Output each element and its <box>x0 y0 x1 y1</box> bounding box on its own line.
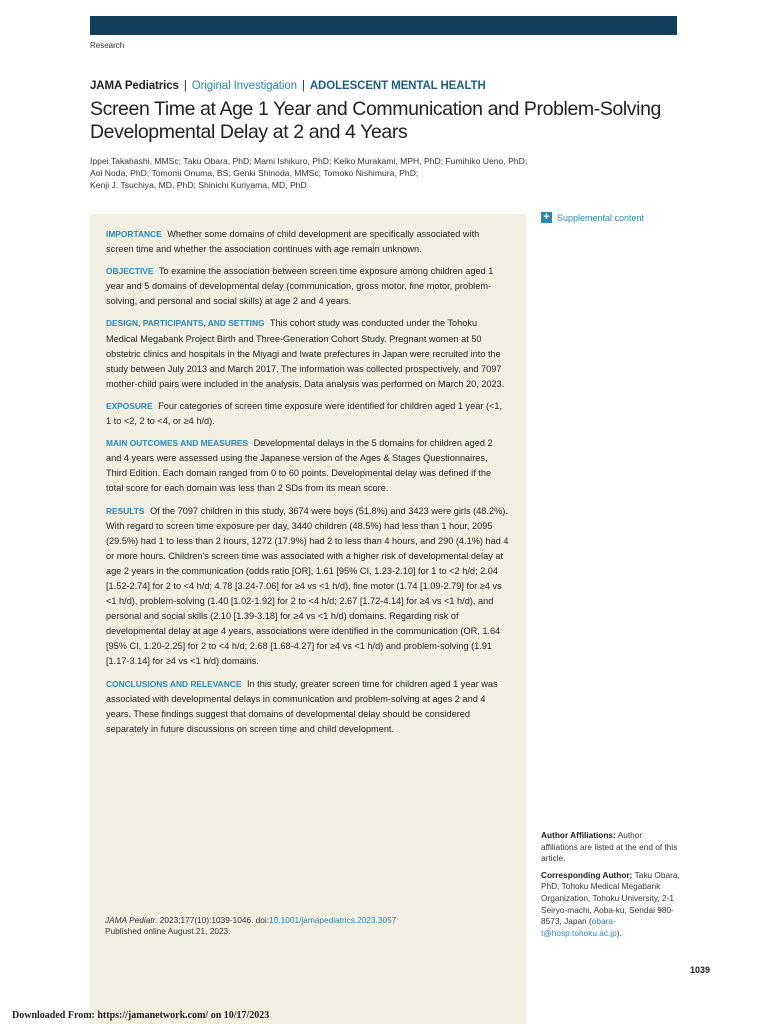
doi-link[interactable]: 10.1001/jamapediatrics.2023.3057 <box>269 915 397 925</box>
article-title <box>90 98 670 144</box>
abstract-heading: CONCLUSIONS AND RELEVANCE <box>106 678 242 689</box>
abstract-heading: EXPOSURE <box>106 400 153 411</box>
citation-journal: JAMA Pediatr. <box>105 915 158 925</box>
supplemental-content-link[interactable] <box>541 212 644 223</box>
page-number: 1039 <box>690 965 711 975</box>
author-line: Ippei Takahashi, MMSc; Taku Obara, PhD; Mami Ishikuro, PhD; Keiko Murakami, MPH, PhD; Fumihiko Ueno, PhD; <box>90 156 528 166</box>
corresponding-text: Taku Obara, PhD, Tohoku Medical Megabank Organization, Tohoku University, 2-1 Seiryo-machi, Aoba-ku, Sendai 980-8573, Japan ( <box>541 869 680 927</box>
header-bar <box>90 16 677 35</box>
citation <box>105 915 505 937</box>
abstract-text: Four categories of screen time exposure were identified for children aged 1 year (<1, 1 to <2, 2 to <4, or ≥4 h/d). <box>106 400 503 427</box>
abstract-text: This cohort study was conducted under the Tohoku Medical Megabank Project Birth and Three-Generation Cohort Study. Pregnant women at 50 obstetric clinics and hospitals in the Miyagi and Iwate prefectures in Japan were recruited into the study between July 2013 and March 2017. The information was collected prospectively, and 7097 mother-child pairs were included in the analysis. Data analysis was performed on March 20, 2023. <box>106 318 505 389</box>
abstract-exposure <box>106 399 509 429</box>
topic-link[interactable]: ADOLESCENT MENTAL HEALTH <box>309 80 486 92</box>
supplemental-label: Supplemental content <box>557 212 645 223</box>
author-line: Aoi Noda, PhD; Tomomi Onuma, BS; Genki Shinoda, MMSc; Tomoko Nishimura, PhD; <box>90 168 419 178</box>
abstract-results <box>106 504 509 670</box>
plus-icon: + <box>541 212 552 223</box>
separator: | <box>183 80 187 92</box>
corresponding-end: ). <box>616 927 622 938</box>
corresponding-label: Corresponding Author: <box>541 869 633 880</box>
abstract-outcomes <box>106 436 509 496</box>
abstract-text: In this study, greater screen time for children aged 1 year was associated with developmental delays in communication and problem-solving at ages 2 and 4 years. These findings suggest that domains of developmental delay should be considered separately in future discussions on screen time and child development. <box>106 678 498 734</box>
abstract-conclusions <box>106 677 509 737</box>
title-line: Developmental Delay at 2 and 4 Years <box>90 121 408 143</box>
abstract-heading: RESULTS <box>106 505 145 516</box>
abstract-heading: DESIGN, PARTICIPANTS, AND SETTING <box>106 318 265 329</box>
citation-details: 2023;177(10):1039-1046. doi: <box>159 915 270 925</box>
abstract-text: To examine the association between screen time exposure among children aged 1 year and 5 domains of developmental delay (communication, gross motor, fine motor, problem-solving, and personal and social skills) at age 2 and 4 years. <box>106 266 494 307</box>
author-list <box>90 155 550 191</box>
separator: | <box>301 80 305 92</box>
author-line: Kenji J. Tsuchiya, MD, PhD; Shinichi Kuriyama, MD, PhD <box>90 180 307 190</box>
abstract-importance <box>106 227 509 257</box>
abstract-text: Whether some domains of child development are specifically associated with screen time and whether the association continues with age remain unknown. <box>106 229 480 255</box>
citation-line <box>105 915 505 926</box>
affiliations-note <box>541 830 681 865</box>
email-link[interactable]: obara-t@hosp.tohoku.ac.jp <box>541 916 617 938</box>
journal-line <box>90 80 486 92</box>
author-info <box>541 830 681 944</box>
title-line: Screen Time at Age 1 Year and Communication and Problem-Solving <box>90 98 661 120</box>
abstract-heading: OBJECTIVE <box>106 266 154 277</box>
affiliations-label: Author Affiliations: <box>541 830 616 840</box>
abstract-heading: MAIN OUTCOMES AND MEASURES <box>106 438 249 449</box>
download-note: Downloaded From: https://jamanetwork.com/ on 10/17/2023 <box>12 1010 270 1021</box>
abstract-text: Developmental delays in the 5 domains for children aged 2 and 4 years were assessed using the Japanese version of the Ages & Stages Questionnaires, Third Edition. Each domain ranged from 0 to 60 points. Developmental delay was defined if the total score for each domain was less than 2 SDs from its mean score. <box>106 438 493 494</box>
affiliations-text: Author affiliations are listed at the end of this article. <box>541 830 678 864</box>
section-label: Research <box>90 41 125 50</box>
article-type-link[interactable]: Original Investigation <box>191 80 297 92</box>
journal-name: JAMA Pediatrics <box>90 80 179 92</box>
abstract-objective <box>106 264 509 309</box>
abstract-heading: IMPORTANCE <box>106 229 162 239</box>
published-date: Published online August 21, 2023. <box>105 926 231 936</box>
abstract-text: Of the 7097 children in this study, 3674 were boys (51.8%) and 3423 were girls (48.2%). With regard to screen time exposure per day, 3440 children (48.5%) had less than 1 hour, 2095 (29.5%) had 1 to less than 2 hours, 1272 (17.9%) had 2 to less than 4 hours, and 290 (4.1%) had 4 or more hours. Children's screen time was associated with a higher risk of developmental delay at age 2 years in the communication (odds ratio [OR], 1.61 [95% CI, 1.23-2.10] for 1 to <2 h/d; 2.04 [1.52-2.74] for 2 to <4 h/d; 4.78 [3.24-7.06] for ≥4 vs <1 h/d), fine motor (1.74 [1.09-2.79] for ≥4 vs <1 h/d), problem-solving (1.40 [1.02-1.92] for 2 to <4 h/d; 2.67 [1.72-4.14] for ≥4 vs <1 h/d), and personal and social skills (2.10 [1.39-3.18] for ≥4 vs <1 h/d) domains. Regarding risk of developmental delay at age 4 years, associations were identified in the communication (OR, 1.64 [95% CI, 1.20-2.25] for 2 to <4 h/d; 2.68 [1.68-4.27] for ≥4 vs <1 h/d) and problem-solving (1.91 [1.17-3.14] for ≥4 vs <1 h/d) domains. <box>106 505 509 667</box>
abstract-box <box>90 214 526 1024</box>
corresponding-author <box>541 870 681 940</box>
abstract <box>106 227 509 744</box>
abstract-design <box>106 316 509 391</box>
